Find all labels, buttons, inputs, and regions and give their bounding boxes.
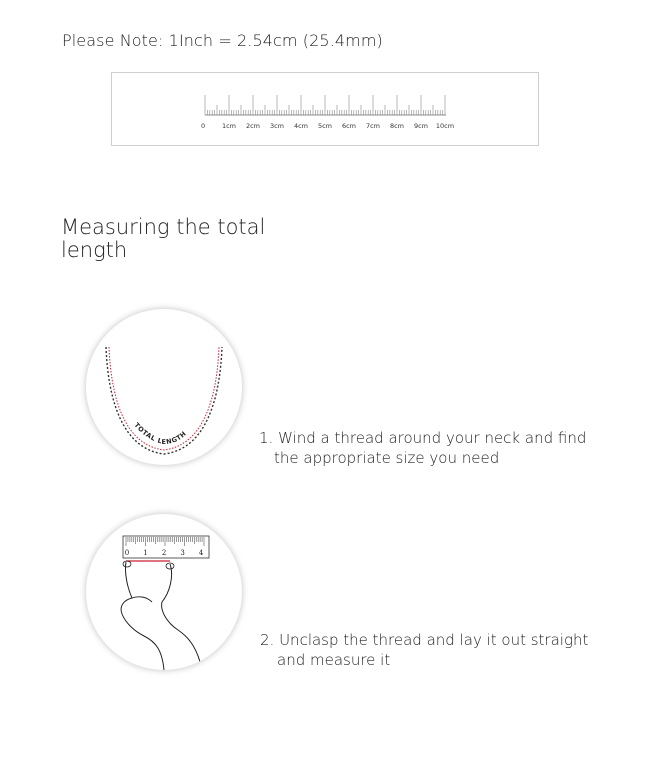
section-heading: Measuring the total length xyxy=(61,215,266,262)
step-2-line-1: 2. Unclasp the thread and lay it out straight xyxy=(260,631,589,649)
ruler-label: 9cm xyxy=(413,122,429,130)
neck-measure-illustration xyxy=(86,309,242,465)
hand-ruler-label: 4 xyxy=(198,549,204,557)
hand-measure-illustration xyxy=(86,514,242,670)
hand-ruler-label: 0 xyxy=(124,549,130,557)
ruler-label: 6cm xyxy=(341,122,357,130)
step-1 xyxy=(259,428,586,468)
size-note: Please Note: 1Inch = 2.54cm (25.4mm) xyxy=(62,31,383,50)
ruler-label: 3cm xyxy=(269,122,285,130)
hand-ruler-label: 3 xyxy=(180,549,185,557)
cm-ruler-box xyxy=(111,72,539,146)
finger-tip xyxy=(166,563,174,569)
hand-outline xyxy=(121,562,164,670)
ruler-label: 7cm xyxy=(365,122,381,130)
hand-outline-right xyxy=(162,564,202,670)
step-2-line-2: and measure it xyxy=(277,651,391,669)
necklace-diagram xyxy=(86,309,242,465)
cm-ruler-illustration xyxy=(112,73,540,147)
hand-ruler-diagram xyxy=(86,514,242,670)
step-1-line-1: 1. Wind a thread around your neck and find xyxy=(259,429,587,447)
thread-dark-line xyxy=(106,347,222,454)
ruler-label: 10cm xyxy=(435,122,455,130)
hand-ruler-label: 2 xyxy=(161,549,167,557)
step-2 xyxy=(260,630,588,670)
ruler-label: 5cm xyxy=(317,122,333,130)
svg-text:TOTAL LENGTH xyxy=(133,421,189,446)
step-1-line-2: the appropriate size you need xyxy=(274,449,500,467)
ruler-label: 4cm xyxy=(293,122,309,130)
hand-ruler-label: 1 xyxy=(143,549,148,557)
ruler-label: 0 xyxy=(201,122,206,130)
thumb-tip xyxy=(123,561,131,567)
ruler-label: 2cm xyxy=(245,122,261,130)
total-length-label: TOTAL LENGTH xyxy=(132,421,189,447)
ruler-label: 1cm xyxy=(221,122,237,130)
thread-red-line xyxy=(109,347,219,450)
ruler-label: 8cm xyxy=(389,122,405,130)
finger-line xyxy=(132,597,152,602)
